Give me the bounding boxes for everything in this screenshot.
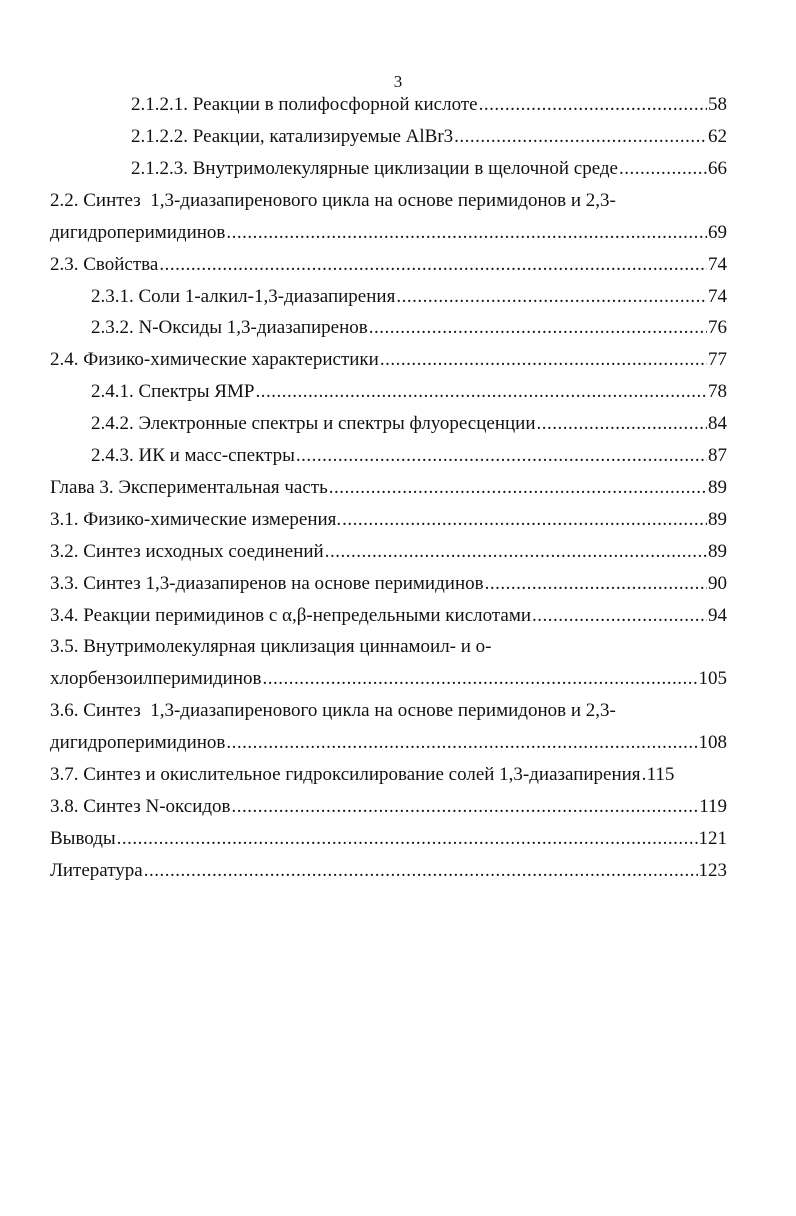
toc-dot-leader: [380, 347, 707, 373]
toc-entry-title: 2.4.3. ИК и масс-спектры: [91, 445, 295, 466]
toc-entry-page: 62: [708, 126, 727, 147]
toc-entry-page: 74: [708, 254, 727, 275]
toc-entry-page: 74: [708, 286, 727, 307]
toc-entry: [50, 603, 727, 629]
toc-entry-title: 2.2. Синтез 1,3-диазапиренового цикла на основе перимидонов и 2,3-: [50, 190, 616, 211]
toc-entry-page: 105: [698, 668, 727, 689]
toc-entry-page: 69: [708, 222, 727, 243]
toc-entry: [91, 379, 727, 405]
page-number: 3: [393, 72, 403, 91]
toc-entry-page: 90: [708, 573, 727, 594]
toc-entry-page: 119: [699, 796, 727, 817]
toc-dot-leader: [232, 794, 699, 820]
toc-entry: [131, 124, 727, 150]
toc-entry-title: 3.5. Внутримолекулярная циклизация циннамоил- и о-: [50, 636, 492, 657]
toc-entry-page: 123: [698, 860, 727, 881]
toc-entry-title: 3.7. Синтез и окислительное гидроксилирование солей 1,3-диазапирения: [50, 764, 641, 785]
toc-entry-page: 89: [708, 541, 727, 562]
toc-entry-title: 2.3.1. Соли 1-алкил-1,3-диазапирения: [91, 286, 396, 307]
toc-entry: [50, 858, 727, 884]
toc-entry: [91, 443, 727, 469]
toc-entry: [50, 666, 727, 692]
toc-entry: [131, 156, 727, 182]
toc-entry: [50, 475, 727, 501]
toc-entry: [91, 411, 727, 437]
toc-dot-leader: [532, 603, 707, 629]
toc-entry-title: 2.4.2. Электронные спектры и спектры флуоресценции: [91, 413, 536, 434]
toc-entry-title: Глава 3. Экспериментальная часть: [50, 477, 328, 498]
toc-entry-page: 115: [646, 764, 675, 785]
toc-dot-leader: [396, 284, 707, 310]
toc-entry-title: 2.1.2.2. Реакции, катализируемые AlBr3: [131, 126, 454, 147]
toc-entry-title: 3.1. Физико-химические измерения.: [50, 509, 342, 530]
toc-dot-leader: [454, 124, 707, 150]
toc-entry: [50, 634, 727, 660]
toc-entry: [131, 92, 727, 118]
toc-entry-title: 3.2. Синтез исходных соединений: [50, 541, 324, 562]
toc-entry-title: дигидроперимидинов: [50, 732, 226, 753]
toc-entry: [91, 315, 727, 341]
toc-entry-title: Литература: [50, 860, 143, 881]
toc-entry: [50, 730, 727, 756]
toc-entry-page: 89: [708, 509, 727, 530]
toc-entry-title: дигидроперимидинов: [50, 222, 226, 243]
toc-entry-title: 2.4. Физико-химические характеристики: [50, 349, 379, 370]
toc-entry: [50, 794, 727, 820]
toc-dot-leader: [369, 315, 707, 341]
toc-entry: [50, 347, 727, 373]
toc-entry-title: 3.6. Синтез 1,3-диазапиренового цикла на основе перимидонов и 2,3-: [50, 700, 616, 721]
toc-dot-leader: [144, 858, 698, 884]
toc-entry-page: 58: [708, 94, 727, 115]
toc-entry-page: 78: [708, 381, 727, 402]
toc-dot-leader: [255, 379, 707, 405]
toc-entry-title: хлорбензоилперимидинов: [50, 668, 262, 689]
toc-entry-page: 108: [698, 732, 727, 753]
toc-entry: [50, 507, 727, 533]
toc-entry-page: 77: [708, 349, 727, 370]
toc-entry-title: 3.3. Синтез 1,3-диазапиренов на основе перимидинов: [50, 573, 484, 594]
toc-entry-page: 76: [708, 317, 727, 338]
toc-entry-title: Выводы: [50, 828, 116, 849]
toc-entry: [50, 220, 727, 246]
toc-dot-leader: [619, 156, 707, 182]
toc-entry: [50, 698, 727, 724]
toc-dot-leader: [262, 666, 697, 692]
toc-entry-page: 87: [708, 445, 727, 466]
toc-dot-leader: [479, 92, 707, 118]
toc-entry-title: 2.4.1. Спектры ЯМР: [91, 381, 255, 402]
toc-dot-leader: [325, 539, 707, 565]
toc-entry-page: 84: [708, 413, 727, 434]
toc-dot-leader: [117, 826, 698, 852]
toc-entry-page: 89: [708, 477, 727, 498]
toc-entry-title: 3.4. Реакции перимидинов с α,β-непредельными кислотами: [50, 605, 532, 626]
toc-dot-leader: [485, 571, 707, 597]
toc-dot-leader: [642, 762, 646, 788]
toc-dot-leader: [159, 252, 707, 278]
toc-entry-title: 2.3.2. N-Оксиды 1,3-диазапиренов: [91, 317, 368, 338]
toc-entry: [50, 252, 727, 278]
toc-entry-page: 66: [708, 158, 727, 179]
toc-dot-leader: [226, 220, 707, 246]
toc-entry: [50, 762, 727, 788]
toc-entry: [50, 539, 727, 565]
toc-entry: [50, 188, 727, 214]
toc-entry-title: 2.1.2.3. Внутримолекулярные циклизации в щелочной среде: [131, 158, 618, 179]
toc-entry-title: 3.8. Синтез N-оксидов: [50, 796, 231, 817]
toc-entry-title: 2.1.2.1. Реакции в полифосфорной кислоте: [131, 94, 478, 115]
toc-dot-leader: [226, 730, 697, 756]
toc-dot-leader: [296, 443, 707, 469]
toc-dot-leader: [537, 411, 707, 437]
toc-entry: [50, 571, 727, 597]
toc-entry-page: 121: [698, 828, 727, 849]
toc-dot-leader: [342, 507, 707, 533]
toc-entry: [91, 284, 727, 310]
toc-dot-leader: [329, 475, 707, 501]
toc-entry: [50, 826, 727, 852]
toc-entry-title: 2.3. Свойства: [50, 254, 159, 275]
toc-entry-page: 94: [708, 605, 727, 626]
